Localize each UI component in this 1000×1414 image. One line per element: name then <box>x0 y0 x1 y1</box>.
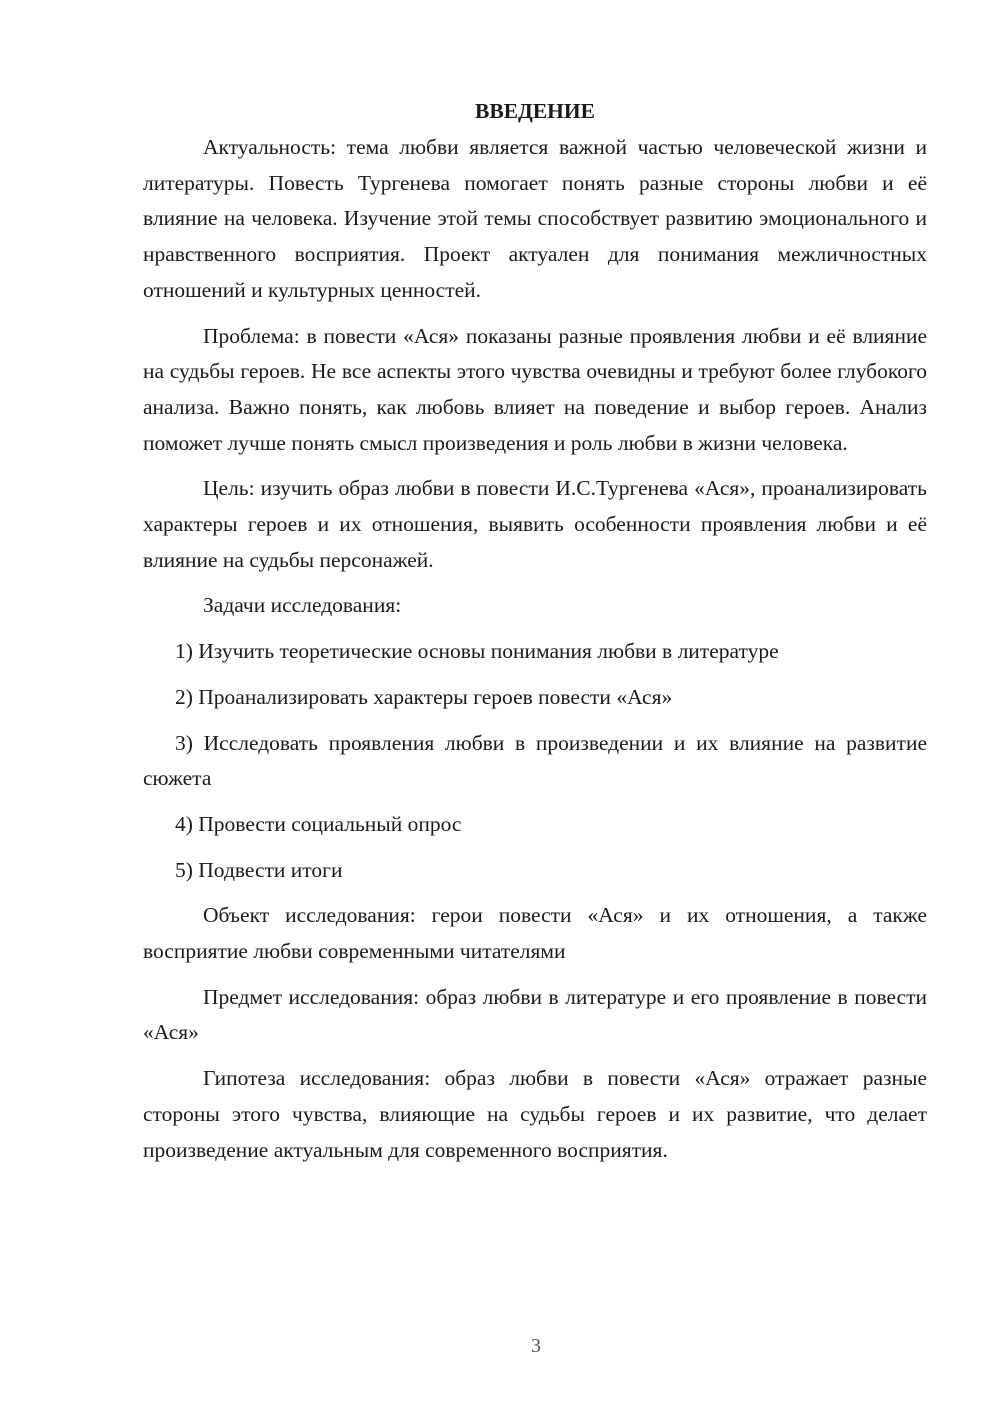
relevance-paragraph: Актуальность: тема любви является важной частью человеческой жизни и литературы. Повесть Тургенева помогает понять разные стороны любви и её влияние на человека. Изучение этой темы способствует развитию эмоционального и нравственного восприятия. Проект актуален для понимания межличностных отношений и культурных ценностей. <box>143 135 927 302</box>
problem-paragraph: Проблема: в повести «Ася» показаны разные проявления любви и её влияние на судьбы героев. Не все аспекты этого чувства очевидны и требуют более глубокого анализа. Важно понять, как любовь влияет на поведение и выбор героев. Анализ поможет лучше понять смысл произведения и роль любви в жизни человека. <box>143 323 927 455</box>
task-item: 5) Подвести итоги <box>175 857 343 882</box>
hypothesis-paragraph: Гипотеза исследования: образ любви в повести «Ася» отражает разные стороны этого чувства, влияющие на судьбы героев и их развитие, что делает произведение актуальным для современного восприятия. <box>143 1066 927 1162</box>
object-paragraph: Объект исследования: герои повести «Ася» и их отношения, а также восприятие любви современными читателями <box>143 903 927 964</box>
task-item: 2) Проанализировать характеры героев повести «Ася» <box>175 684 673 709</box>
task-item: 4) Провести социальный опрос <box>175 811 462 836</box>
page-title: ВВЕДЕНИЕ <box>475 99 595 123</box>
goal-paragraph: Цель: изучить образ любви в повести И.С.Тургенева «Ася», проанализировать характеры героев и их отношения, выявить особенности проявления любви и её влияние на судьбы персонажей. <box>143 476 927 572</box>
task-item: 1) Изучить теоретические основы понимания любви в литературе <box>175 639 779 664</box>
tasks-title: Задачи исследования: <box>203 593 402 618</box>
task-item: 3) Исследовать проявления любви в произведении и их влияние на развитие сюжета <box>143 730 927 791</box>
page-number: 3 <box>531 1335 541 1357</box>
document-page <box>143 96 927 1168</box>
subject-paragraph: Предмет исследования: образ любви в литературе и его проявление в повести «Ася» <box>143 984 927 1045</box>
